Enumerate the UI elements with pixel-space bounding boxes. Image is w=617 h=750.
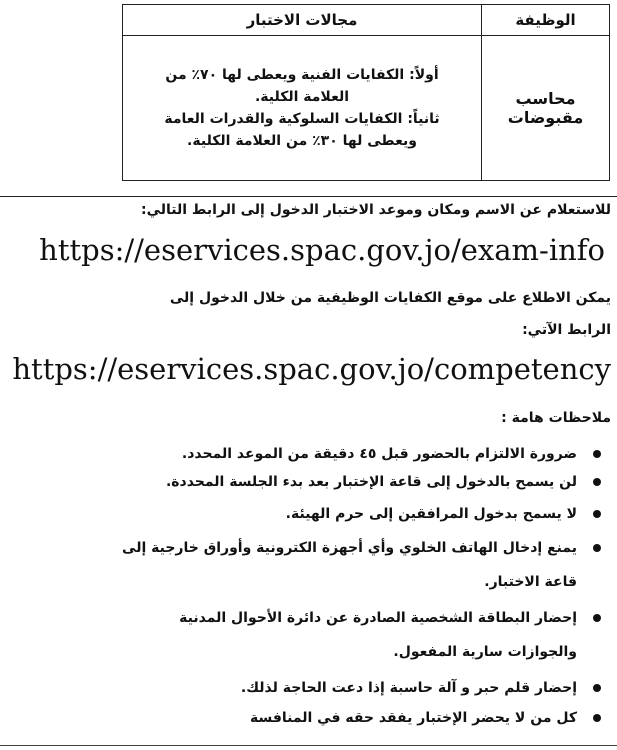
- table-row: [123, 36, 610, 181]
- bullet-icon: [593, 714, 601, 722]
- note-text: إحضار قلم حبر و آلة حاسبة إذا دعت الحاجة لذلك.: [240, 680, 577, 696]
- bullet-icon: [593, 684, 601, 692]
- note-text: لن يسمح بالدخول إلى قاعة الإختبار بعد بدء الجلسة المحددة.: [165, 474, 577, 490]
- exam-areas-table: [122, 4, 610, 181]
- note-text: كل من لا يحضر الإختبار يفقد حقه في المنافسة: [249, 710, 577, 726]
- areas-line: أولاً: الكفايات الفنية ويعطى لها ٧٠٪ من: [165, 67, 439, 83]
- note-text: يمنع إدخال الهاتف الخلوي وأي أجهزة الكترونية وأوراق خارجية إلى: [122, 540, 577, 556]
- header-job: الوظيفة: [482, 5, 610, 36]
- areas-line: ويعطى لها ٣٠٪ من العلامة الكلية.: [187, 133, 417, 149]
- competency-text-cont: الرابط الآتي:: [522, 322, 611, 338]
- bullet-icon: [593, 510, 601, 518]
- note-text-cont: والجوازات سارية المفعول.: [393, 644, 577, 660]
- page-border: [0, 745, 617, 746]
- competency-text: يمكن الاطلاع على موقع الكفايات الوظيفية من خلال الدخول إلى: [169, 290, 611, 306]
- note-text-cont: قاعة الاختبار.: [484, 574, 577, 590]
- header-areas: مجالات الاختبار: [123, 5, 482, 36]
- list-item: [0, 444, 613, 472]
- bullet-icon: [593, 614, 601, 622]
- inquiry-url[interactable]: https://eservices.spac.gov.jo/exam-info: [39, 233, 605, 267]
- notes-list: [0, 438, 613, 732]
- table-header-row: [123, 5, 610, 36]
- exam-areas-cell: [123, 36, 482, 181]
- notes-title: ملاحظات هامة :: [501, 410, 611, 426]
- list-item: [0, 608, 613, 678]
- bullet-icon: [593, 544, 601, 552]
- note-text: إحضار البطاقة الشخصية الصادرة عن دائرة الأحوال المدنية: [179, 610, 577, 626]
- list-item: [0, 504, 613, 538]
- list-item: [0, 678, 613, 708]
- bullet-icon: [593, 478, 601, 486]
- note-text: لا يسمح بدخول المرافقين إلى حرم الهيئة.: [285, 506, 577, 522]
- list-item: [0, 708, 613, 732]
- section-divider: [0, 196, 617, 197]
- competency-url[interactable]: https://eservices.spac.gov.jo/competency: [12, 352, 611, 386]
- list-item: [0, 472, 613, 504]
- areas-line: العلامة الكلية.: [254, 89, 350, 105]
- inquiry-text: للاستعلام عن الاسم ومكان وموعد الاختبار الدخول إلى الرابط التالي:: [141, 202, 611, 218]
- bullet-icon: [593, 450, 601, 458]
- list-item: [0, 538, 613, 608]
- job-title-cell: محاسب مقبوضات: [482, 36, 610, 181]
- areas-line: ثانياً: الكفايات السلوكية والقدرات العامة: [164, 111, 440, 127]
- note-text: ضرورة الالتزام بالحضور قبل ٤٥ دقيقة من الموعد المحدد.: [181, 446, 577, 462]
